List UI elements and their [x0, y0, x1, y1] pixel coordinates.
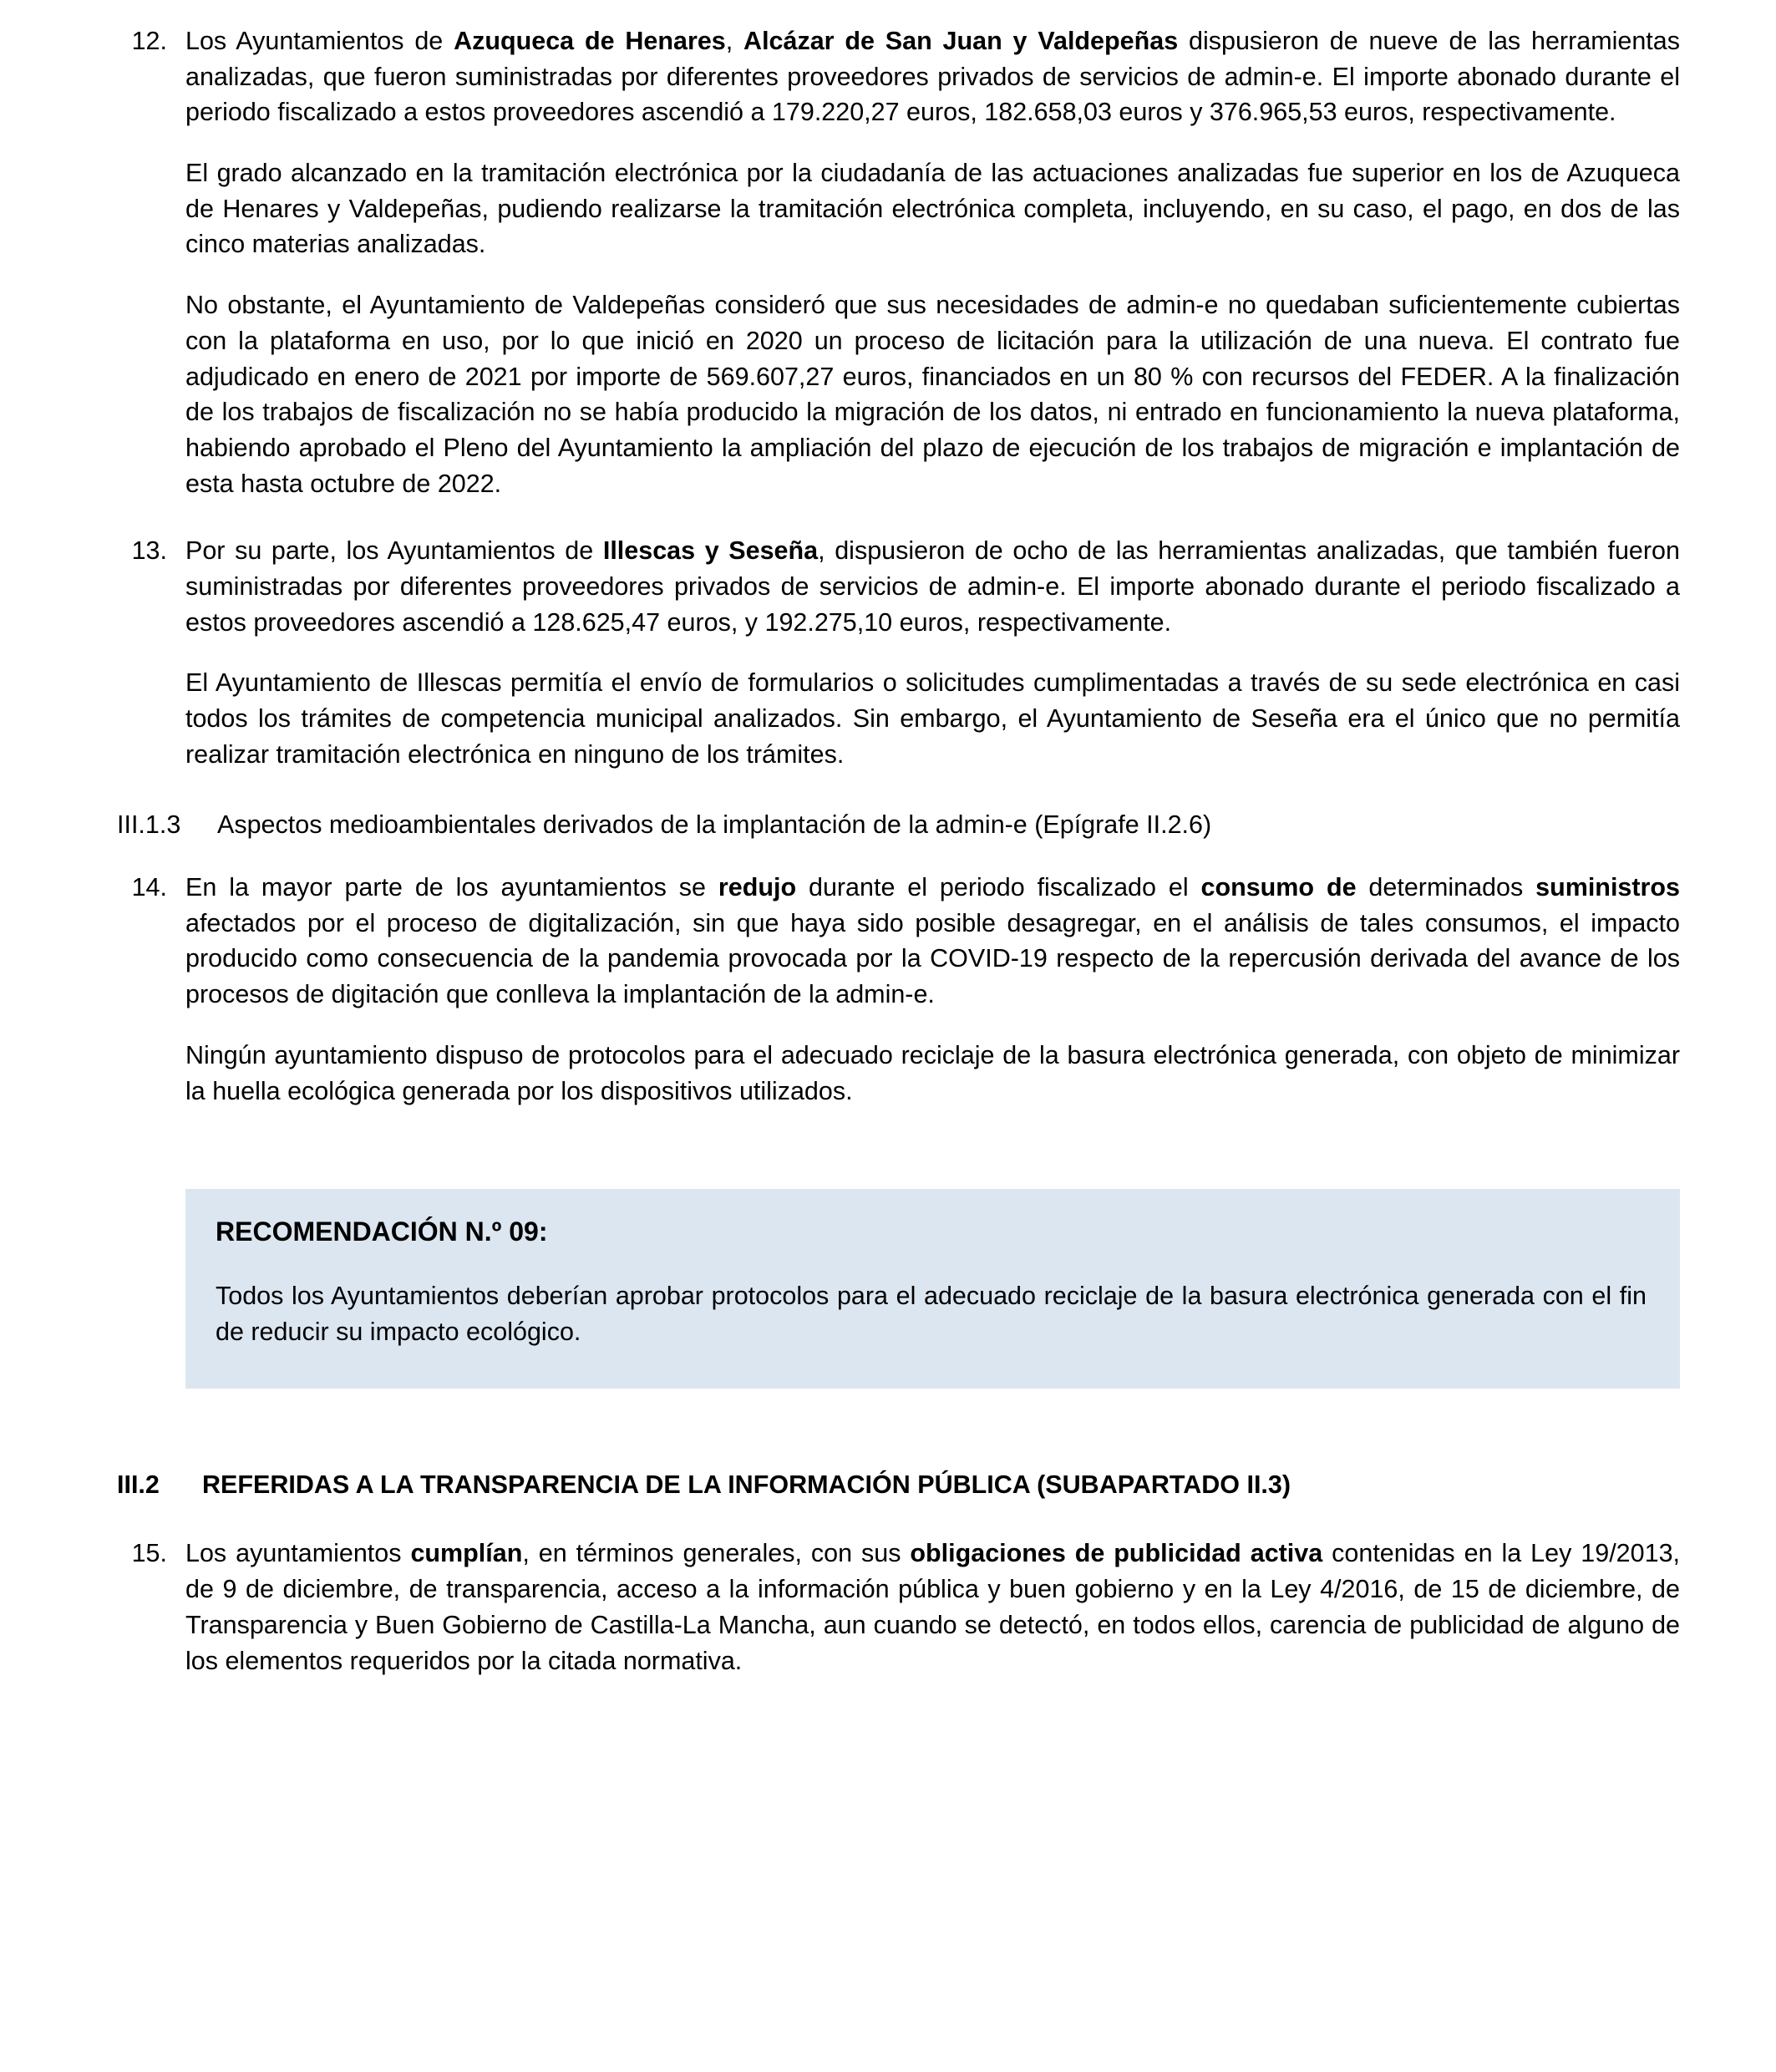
list-item	[117, 23, 1680, 501]
list-item-number: 14.	[131, 873, 167, 902]
list-item	[117, 1536, 1680, 1678]
spacer	[117, 1109, 1680, 1189]
spacer	[117, 501, 1680, 533]
paragraph: En la mayor parte de los ayuntamientos se redujo durante el periodo fiscalizado el consumo de determinados suministros afectados por el proceso de digitalización, sin que haya sido posible desagregar, en el análisis de tales consumos, el impacto producido como consecuencia de la pandemia provocada por la COVID-19 respecto de la repercusión derivada del avance de los procesos de digitación que conlleva la implantación de la admin-e.	[185, 873, 1680, 1009]
paragraph: El grado alcanzado en la tramitación electrónica por la ciudadanía de las actuaciones analizadas fue superior en los de Azuqueca de Henares y Valdepeñas, pudiendo realizarse la tramitación electrónica completa, incluyendo, en su caso, el pago, en dos de las cinco materias analizadas.	[185, 159, 1680, 259]
epigraph-text: Aspectos medioambientales derivados de la implantación de la admin-e (Epígrafe II.2.6)	[217, 810, 1212, 840]
spacer	[117, 1502, 1680, 1536]
list-item-body	[185, 23, 1680, 501]
list-item	[117, 870, 1680, 1109]
list-item-number: 12.	[131, 27, 167, 55]
section-heading	[117, 1467, 1680, 1503]
recommendation-text: Todos los Ayuntamientos deberían aprobar protocolos para el adecuado reciclaje de la basura electrónica generada con el fin de reducir su impacto ecológico.	[216, 1282, 1647, 1347]
spacer	[117, 1389, 1680, 1467]
paragraph: Ningún ayuntamiento dispuso de protocolos para el adecuado reciclaje de la basura electrónica generada, con objeto de minimizar la huella ecológica generada por los dispositivos utilizados.	[185, 1040, 1680, 1105]
epigraph-heading	[117, 807, 1680, 843]
list-item-number: 15.	[131, 1539, 167, 1568]
list-item-body	[185, 870, 1680, 1109]
spacer	[117, 843, 1680, 870]
paragraph: Por su parte, los Ayuntamientos de Illescas y Seseña, dispusieron de ocho de las herramientas analizadas, que también fueron suministradas por diferentes proveedores privados de servicios de admin-e. El importe abonado durante el periodo fiscalizado a estos proveedores ascendió a 128.625,47 euros, y 192.275,10 euros, respectivamente.	[185, 536, 1680, 637]
list-item-body	[185, 533, 1680, 772]
list-item	[117, 533, 1680, 772]
recommendation-box	[185, 1189, 1680, 1389]
paragraph: El Ayuntamiento de Illescas permitía el envío de formularios o solicitudes cumplimentadas a través de su sede electrónica en casi todos los trámites de competencia municipal analizados. Sin embargo, el Ayuntamiento de Seseña era el único que no permitía realizar tramitación electrónica en ninguno de los trámites.	[185, 668, 1680, 769]
epigraph-code: III.1.3	[117, 810, 181, 840]
paragraph: Los ayuntamientos cumplían, en términos generales, con sus obligaciones de publicidad activa contenidas en la Ley 19/2013, de 9 de diciembre, de transparencia, acceso a la información pública y buen gobierno y en la Ley 4/2016, de 15 de diciembre, de Transparencia y Buen Gobierno de Castilla-La Mancha, aun cuando se detectó, en todos ellos, carencia de publicidad de alguno de los elementos requeridos por la citada normativa.	[185, 1539, 1681, 1675]
section-text: REFERIDAS A LA TRANSPARENCIA DE LA INFORMACIÓN PÚBLICA (SUBAPARTADO II.3)	[202, 1470, 1291, 1499]
list-item-number: 13.	[131, 536, 167, 566]
recommendation-title: RECOMENDACIÓN N.º 09:	[216, 1216, 548, 1247]
section-code: III.2	[117, 1470, 160, 1499]
list-item-body	[185, 1536, 1680, 1678]
paragraph: No obstante, el Ayuntamiento de Valdepeñas consideró que sus necesidades de admin-e no quedaban suficientemente cubiertas con la plataforma en uso, por lo que inició en 2020 un proceso de licitación para la utilización de una nueva. El contrato fue adjudicado en enero de 2021 por importe de 569.607,27 euros, financiados en un 80 % con recursos del FEDER. A la finalización de los trabajos de fiscalización no se había producido la migración de los datos, ni entrado en funcionamiento la nueva plataforma, habiendo aprobado el Pleno del Ayuntamiento la ampliación del plazo de ejecución de los trabajos de migración e implantación de esta hasta octubre de 2022.	[185, 291, 1680, 498]
paragraph: Los Ayuntamientos de Azuqueca de Henares, Alcázar de San Juan y Valdepeñas dispusieron de nueve de las herramientas analizadas, que fueron suministradas por diferentes proveedores privados de servicios de admin-e. El importe abonado durante el periodo fiscalizado a estos proveedores ascendió a 179.220,27 euros, 182.658,03 euros y 376.965,53 euros, respectivamente.	[185, 27, 1680, 127]
